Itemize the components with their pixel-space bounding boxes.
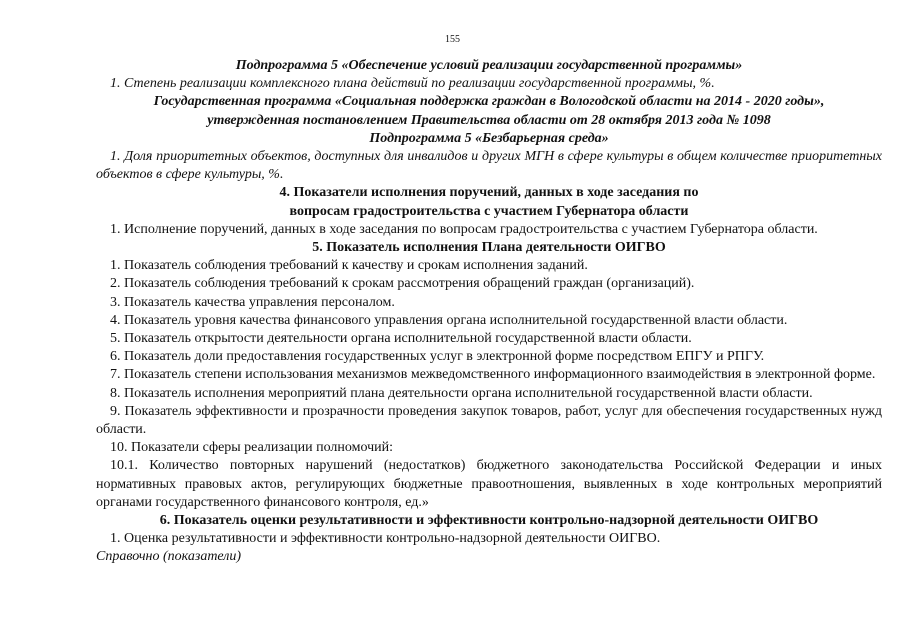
indicator-line: 9. Показатель эффективности и прозрачности проведения закупок товаров, работ, услуг для обеспечения государственных нужд области. [96,403,882,438]
indicator-line: 7. Показатель степени использования механизмов межведомственного информационного взаимодействия в электронной форме. [110,367,876,383]
indicator-line: 1. Доля приоритетных объектов, доступных для инвалидов и других МГН в сфере культуры в общем количестве приоритетных объектов в сфере культуры, %. [96,149,882,183]
section-4-heading-cont: вопросам градостроительства с участием Губернатора области [289,203,689,219]
indicator-line: 5. Показатель открытости деятельности органа исполнительной государственной власти области. [110,331,692,347]
indicator-line: 1. Степень реализации комплексного плана действий по реализации государственной программы, %. [110,76,715,92]
indicator-line: 10. Показатели сферы реализации полномочий: [110,440,394,456]
indicator-line: 4. Показатель уровня качества финансового управления органа исполнительной государственной власти области. [110,312,788,328]
indicator-line: 10.1. Количество повторных нарушений (недостатков) бюджетного законодательства Российской Федерации и иных нормативных правовых актов, регулирующих бюджетные правоотношения, выявленных в ходе контрольных мероприятий органами государственного финансового контроля, ед.» [96,458,882,510]
subprogram-5-heading: Подпрограмма 5 «Обеспечение условий реализации государственной программы» [235,58,743,73]
document-body [96,57,882,567]
subprogram-barrier-free-heading: Подпрограмма 5 «Безбарьерная среда» [369,130,609,146]
section-4-heading: 4. Показатели исполнения поручений, данных в ходе заседания по [279,185,699,201]
indicator-line: 2. Показатель соблюдения требований к срокам рассмотрения обращений граждан (организаций). [110,276,695,292]
indicator-line: 1. Показатель соблюдения требований к качеству и срокам исполнения заданий. [110,258,588,274]
reference-note: Справочно (показатели) [96,549,242,565]
section-5-heading: 5. Показатель исполнения Плана деятельности ОИГВО [312,240,666,256]
indicator-line: 1. Оценка результативности и эффективности контрольно-надзорной деятельности ОИГВО. [110,531,661,547]
page-number: 155 [445,34,460,45]
section-6-heading: 6. Показатель оценки результативности и эффективности контрольно-надзорной деятельности ОИГВО [159,513,819,529]
indicator-line: 3. Показатель качества управления персоналом. [110,294,395,310]
program-heading: Государственная программа «Социальная поддержка граждан в Вологодской области на 2014 - 2020 годы», [153,94,825,110]
indicator-line: 8. Показатель исполнения мероприятий плана деятельности органа исполнительной государственной власти области. [110,385,813,401]
indicator-line: 6. Показатель доли предоставления государственных услуг в электронной форме посредством ЕПГУ и РПГУ. [110,349,765,365]
indicator-line: 1. Исполнение поручений, данных в ходе заседания по вопросам градостроительства с участием Губернатора области. [110,221,818,237]
program-approval-line: утвержденная постановлением Правительства области от 28 октября 2013 года № 1098 [207,112,771,128]
